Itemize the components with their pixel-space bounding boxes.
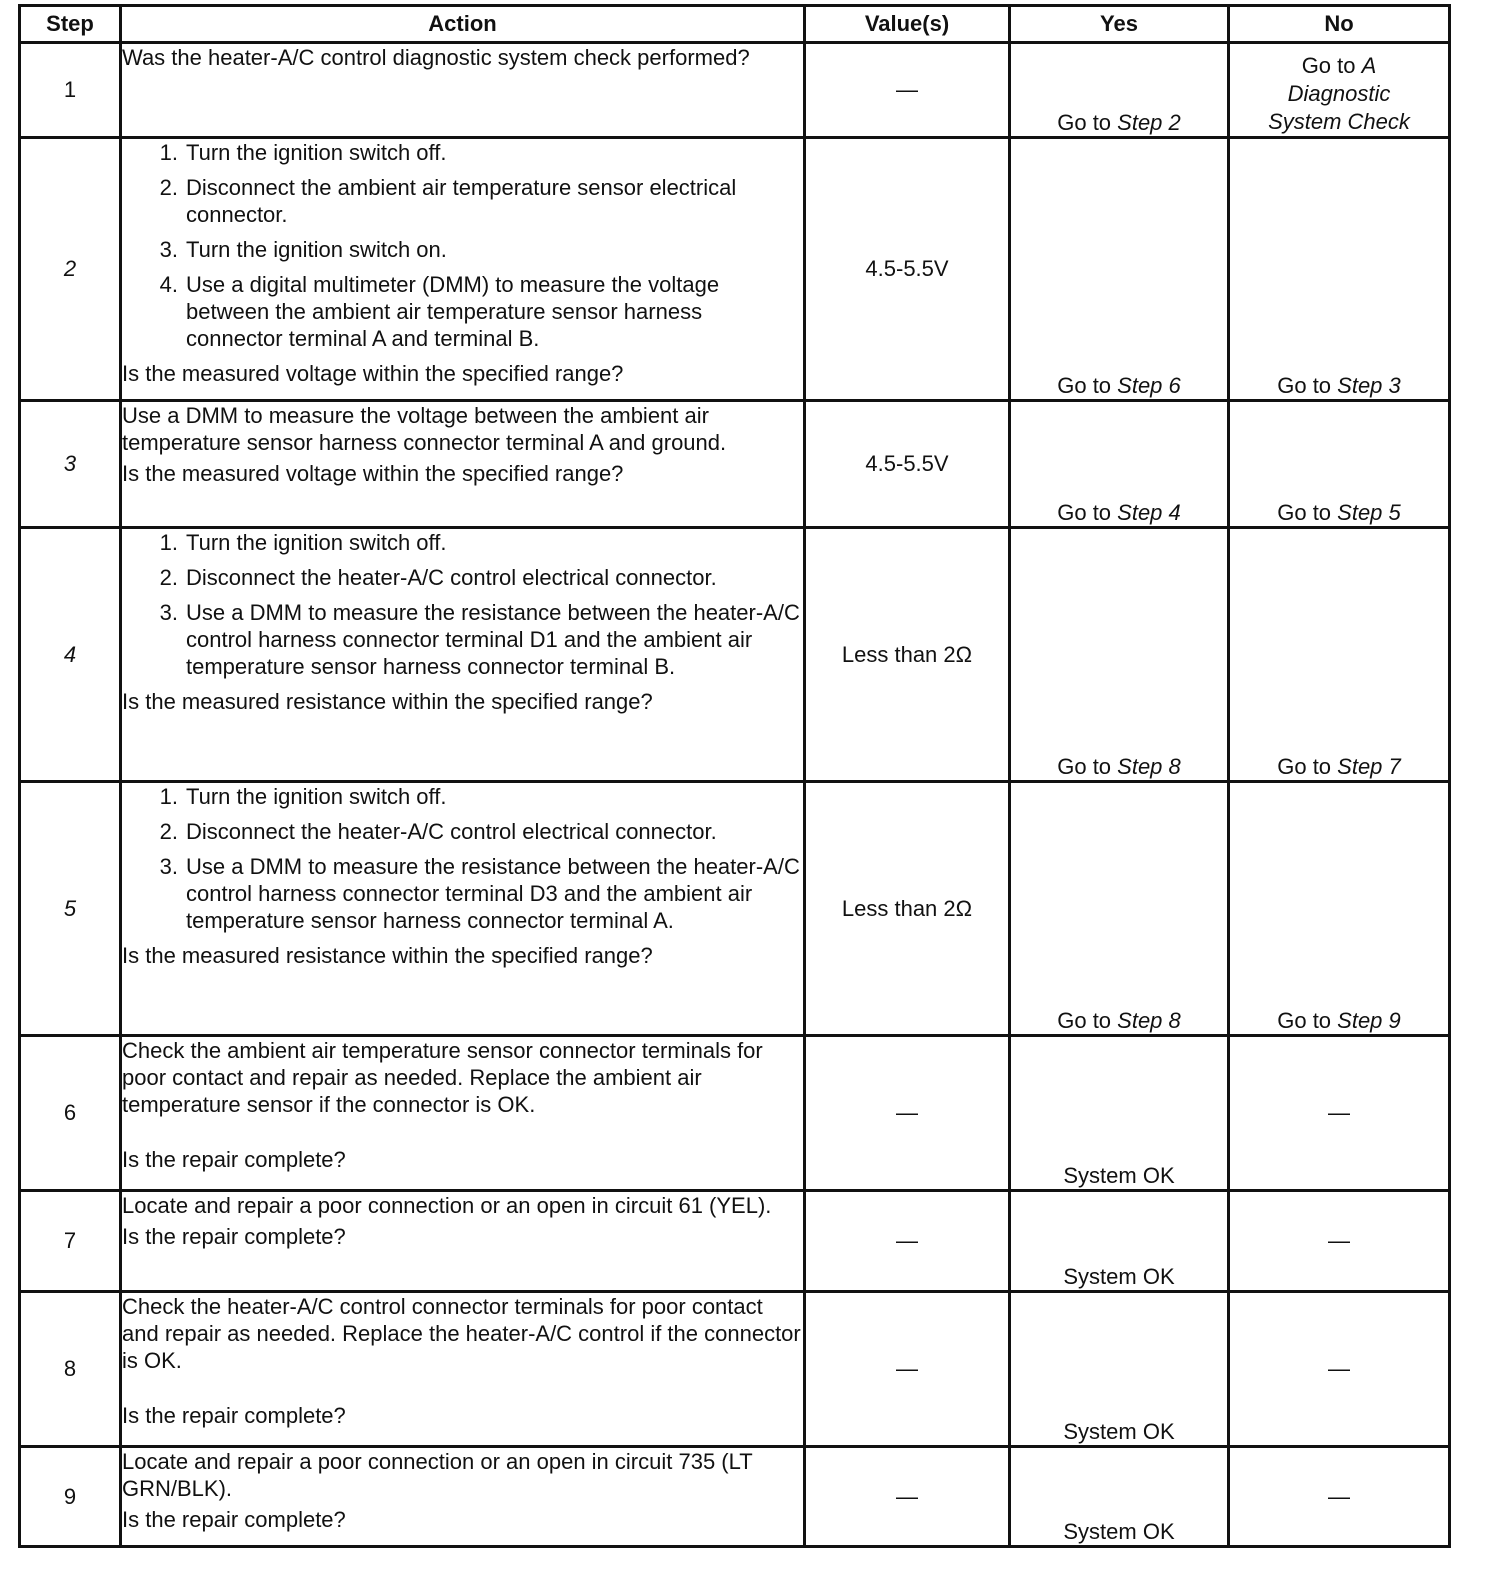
no-link: Go to A [1301,53,1377,78]
yes-cell: System OK [1010,1036,1229,1191]
step-number: 6 [20,1036,121,1191]
step-number: 8 [20,1292,121,1447]
value-cell: — [805,1191,1010,1292]
yes-cell: System OK [1010,1292,1229,1447]
action-cell [121,1447,805,1547]
table-row [20,782,1450,1036]
no-link: Go to Step 9 [1277,1008,1401,1033]
yes-cell [1010,528,1229,782]
action-step-item: 3. Use a DMM to measure the resistance between the heater-A/C control harness connector terminal D1 and the ambient air temperature sensor harness connector terminal B. [159,600,800,679]
yes-cell [1010,782,1229,1036]
value-cell: — [805,1292,1010,1447]
header-values: Value(s) [805,6,1010,43]
yes-link: Go to Step 6 [1057,373,1181,398]
no-link-line3: System Check [1268,109,1410,134]
action-step-item: 2. Disconnect the heater-A/C control electrical connector. [159,565,717,590]
action-text: Locate and repair a poor connection or an open in circuit 735 (LT GRN/BLK). [122,1449,753,1501]
header-step: Step [20,6,121,43]
action-cell [121,782,805,1036]
yes-link: Go to Step 8 [1057,754,1181,779]
no-cell [1229,782,1450,1036]
action-text: Locate and repair a poor connection or an open in circuit 61 (YEL). [122,1193,772,1218]
action-question: Is the measured resistance within the specified range? [122,943,653,968]
value-cell: 4.5-5.5V [805,138,1010,401]
table-row [20,1447,1450,1547]
step-number: 9 [20,1447,121,1547]
action-question: Is the measured resistance within the specified range? [122,689,653,714]
yes-link: Go to Step 4 [1057,500,1181,525]
action-step-item: 1. Turn the ignition switch off. [159,140,447,165]
action-cell [121,1036,805,1191]
no-cell: — [1229,1447,1450,1547]
yes-link: Go to Step 8 [1057,1008,1181,1033]
value-cell: 4.5-5.5V [805,401,1010,528]
table-row [20,1191,1450,1292]
action-cell [121,1292,805,1447]
action-cell [121,401,805,528]
step-number: 5 [20,782,121,1036]
action-text: Use a DMM to measure the voltage between the ambient air temperature sensor harness connector terminal A and ground. [122,403,727,455]
action-cell [121,528,805,782]
action-step-item: 1. Turn the ignition switch off. [159,530,447,555]
value-cell: — [805,1447,1010,1547]
value-cell: Less than 2Ω [805,528,1010,782]
no-cell [1229,528,1450,782]
action-text: Check the heater-A/C control connector terminals for poor contact and repair as needed. Replace the heater-A/C control if the connector is OK. [122,1294,801,1373]
no-link-line2: Diagnostic [1287,81,1391,106]
table-row [20,1292,1450,1447]
header-row [20,6,1450,43]
table-row [20,528,1450,782]
header-no: No [1229,6,1450,43]
no-cell: — [1229,1191,1450,1292]
action-cell [121,43,805,138]
value-cell: — [805,1036,1010,1191]
action-text: Check the ambient air temperature sensor connector terminals for poor contact and repair as needed. Replace the ambient air temperature sensor if the connector is OK. [122,1038,763,1117]
action-steps [122,529,803,680]
yes-cell [1010,43,1229,138]
yes-cell: System OK [1010,1447,1229,1547]
action-question: Is the repair complete? [122,1507,346,1532]
no-link: Go to Step 7 [1277,754,1401,779]
action-step-item: 2. Disconnect the ambient air temperature sensor electrical connector. [159,175,737,227]
no-link: Go to Step 3 [1277,373,1401,398]
table-row [20,401,1450,528]
action-steps [122,139,803,352]
yes-link: Go to Step 2 [1057,110,1181,135]
action-step-item: 3. Turn the ignition switch on. [159,237,447,262]
step-number: 1 [20,43,121,138]
action-cell [121,138,805,401]
action-question: Is the repair complete? [122,1403,346,1428]
action-text: Was the heater-A/C control diagnostic system check performed? [122,45,750,70]
step-number: 3 [20,401,121,528]
action-question: Is the repair complete? [122,1147,346,1172]
diagnostic-table [18,4,1451,1548]
action-cell [121,1191,805,1292]
action-question: Is the measured voltage within the specified range? [122,461,624,486]
step-number: 7 [20,1191,121,1292]
action-step-item: 3. Use a DMM to measure the resistance between the heater-A/C control harness connector terminal D3 and the ambient air temperature sensor harness connector terminal A. [159,854,800,933]
action-question: Is the measured voltage within the specified range? [122,361,624,386]
no-link: Go to Step 5 [1277,500,1401,525]
action-question: Is the repair complete? [122,1224,346,1249]
no-cell [1229,138,1450,401]
header-yes: Yes [1010,6,1229,43]
yes-cell: System OK [1010,1191,1229,1292]
table-row [20,1036,1450,1191]
table-row [20,43,1450,138]
no-cell: — [1229,1292,1450,1447]
no-cell [1229,401,1450,528]
value-cell: Less than 2Ω [805,782,1010,1036]
table-row [20,138,1450,401]
action-step-item: 4. Use a digital multimeter (DMM) to measure the voltage between the ambient air temperature sensor harness connector terminal A and terminal B. [159,272,720,351]
header-action: Action [121,6,805,43]
no-cell: — [1229,1036,1450,1191]
action-step-item: 1. Turn the ignition switch off. [159,784,447,809]
no-cell [1229,43,1450,138]
yes-cell [1010,138,1229,401]
action-steps [122,783,803,934]
step-number: 4 [20,528,121,782]
action-step-item: 2. Disconnect the heater-A/C control electrical connector. [159,819,717,844]
yes-cell [1010,401,1229,528]
value-cell: — [805,43,1010,138]
step-number: 2 [20,138,121,401]
